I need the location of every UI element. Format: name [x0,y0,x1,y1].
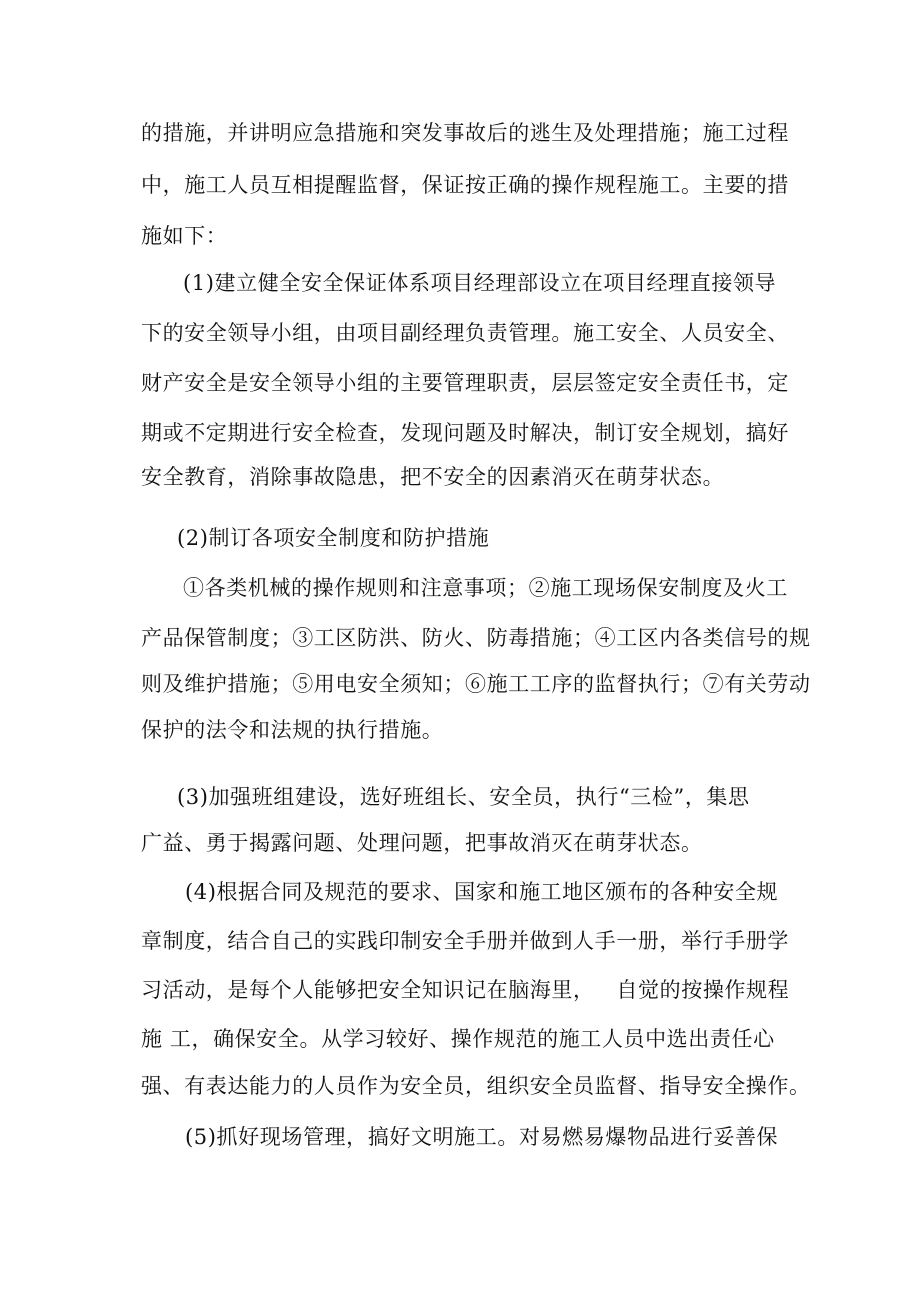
item2-line: 保护的法令和法规的执行措施。 [141,718,444,742]
intro-line: 的措施，并讲明应急措施和突发事故后的逃生及处理措施；施工过程 [141,121,789,145]
item4-line: 章制度，结合自己的实践印制安全手册并做到人手一册，举行手册学 [141,929,789,953]
item2-line: ①各类机械的操作规则和注意事项；②施工现场保安制度及火工 [183,576,788,600]
item4-line: 强、有表达能力的人员作为安全员，组织安全员监督、指导安全操作。 [141,1074,811,1098]
item1-line: 下的安全领导小组，由项目副经理负责管理。施工安全、人员安全、 [141,321,789,345]
item4-line: 施 工，确保安全。从学习较好、操作规范的施工人员中选出责任心 [141,1027,775,1051]
item1-line: (1)建立健全安全保证体系项目经理部设立在项目经理直接领导 [183,271,777,295]
item3-line: (3)加强班组建设，选好班组长、安全员，执行“三检”，集思 [177,785,750,809]
item1-line: 财产安全是安全领导小组的主要管理职责，层层签定安全责任书，定 [141,371,789,395]
item2-line: 则及维护措施；⑤用电安全须知；⑥施工工序的监督执行；⑦有关劳动 [141,672,811,696]
item2-heading: (2)制订各项安全制度和防护措施 [177,526,490,550]
item1-line: 安全教育，消除事故隐患，把不安全的因素消灭在萌芽状态。 [141,465,725,489]
item2-line: 产品保管制度；③工区防洪、防火、防毒措施；④工区内各类信号的规 [141,626,811,650]
item1-line: 期或不定期进行安全检查，发现问题及时解决，制订安全规划，搞好 [141,421,789,445]
item3-line: 广益、勇于揭露问题、处理问题，把事故消灭在萌芽状态。 [141,831,703,855]
item5-line: (5)抓好现场管理，搞好文明施工。对易燃易爆物品进行妥善保 [185,1125,779,1149]
intro-line: 中，施工人员互相提醒监督，保证按正确的操作规程施工。主要的措 [141,173,789,197]
item4-line: (4)根据合同及规范的要求、国家和施工地区颁布的各种安全规 [185,880,779,904]
item4-line: 习活动，是每个人能够把安全知识记在脑海里， 自觉的按操作规程 [141,978,790,1002]
intro-line: 施如下： [141,224,228,248]
